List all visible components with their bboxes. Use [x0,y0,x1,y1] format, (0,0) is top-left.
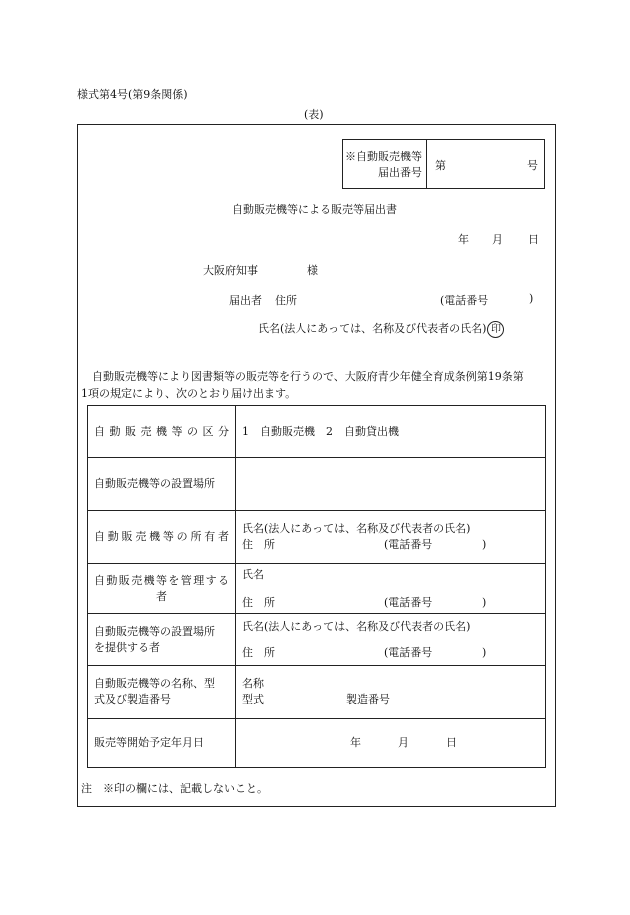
number-dai: 第 [435,159,446,172]
applicant-phone: (電話番号 [440,294,489,307]
applicant-phone-close: ) [529,292,534,305]
date-year: 年 [458,233,469,246]
start-year: 年 [350,736,361,749]
row-value-machine [236,666,546,719]
table-row [88,719,546,768]
provider-phone: (電話番号 [384,645,433,659]
owner-name: 氏名(法人にあっては、名称及び代表者の氏名) [242,522,471,535]
date-month: 月 [492,233,503,246]
table-row [88,564,546,614]
row-key-start-date: 販売等開始予定年月日 [88,719,236,768]
statement-line-2: 1項の規定により、次のとおり届け出ます。 [81,387,297,400]
addressee-honorific: 様 [307,264,318,277]
manager-address-row [242,595,539,611]
start-month: 月 [398,736,409,749]
number-label: ※自動販売機等届出番号 [343,140,427,188]
row-key-machine: 自動販売機等の名称、型 式及び製造番号 [88,666,236,719]
row-key-type: 自動販売機等の区分 [88,406,236,458]
seal-mark: 印 [487,321,504,338]
applicant-label: 届出者 [229,294,262,307]
table-row [88,406,546,458]
row-value-owner [236,511,546,564]
machine-model: 型式 [242,693,264,706]
machine-serial: 製造番号 [346,693,390,706]
footnote: 注 ※印の欄には、記載しないこと。 [81,782,268,795]
manager-phone: (電話番号 [384,595,433,609]
machine-model-row [242,692,539,708]
table-row [88,458,546,511]
notification-number-box [342,139,545,189]
applicant-address: 住所 [275,294,297,307]
provider-phone-close: ) [482,645,487,659]
applicant-name: 氏名(法人にあっては、名称及び代表者の氏名) [258,322,487,335]
number-go: 号 [527,159,538,172]
row-key-provider: 自動販売機等の設置場所 を提供する者 [88,614,236,666]
row-value-provider [236,614,546,666]
provider-name: 氏名(法人にあっては、名称及び代表者の氏名) [242,619,471,633]
provider-address-row [242,645,539,661]
manager-phone-close: ) [482,595,487,609]
owner-address-row [242,537,539,553]
date-day: 日 [528,233,539,246]
provider-address: 住 所 [242,645,275,659]
owner-address: 住 所 [242,538,275,551]
row-key-manager: 自動販売機等を管理する 者 [88,564,236,614]
table-row [88,511,546,564]
owner-phone-close: ) [482,538,487,551]
table-row [88,614,546,666]
details-table [87,405,546,768]
owner-phone: (電話番号 [384,538,433,551]
row-value-type: 1 自動販売機 2 自動貸出機 [236,406,546,458]
manager-name: 氏名 [242,567,264,581]
table-row [88,666,546,719]
start-day: 日 [446,736,457,749]
row-value-location [236,458,546,511]
row-key-location: 自動販売機等の設置場所 [88,458,236,511]
machine-name: 名称 [242,677,264,690]
form-title: 自動販売機等による販売等届出書 [232,203,397,216]
statement-line-1: 自動販売機等により図書類等の販売等を行うので、大阪府青少年健全育成条例第19条第 [92,370,524,383]
row-value-start-date [236,719,546,768]
row-value-manager [236,564,546,614]
side-label: (表) [304,108,324,121]
form-number: 様式第4号(第9条関係) [77,88,188,101]
manager-address: 住 所 [242,595,275,609]
row-key-owner: 自動販売機等の所有者 [88,511,236,564]
addressee-name: 大阪府知事 [203,264,258,277]
applicant-name-row [258,320,504,338]
